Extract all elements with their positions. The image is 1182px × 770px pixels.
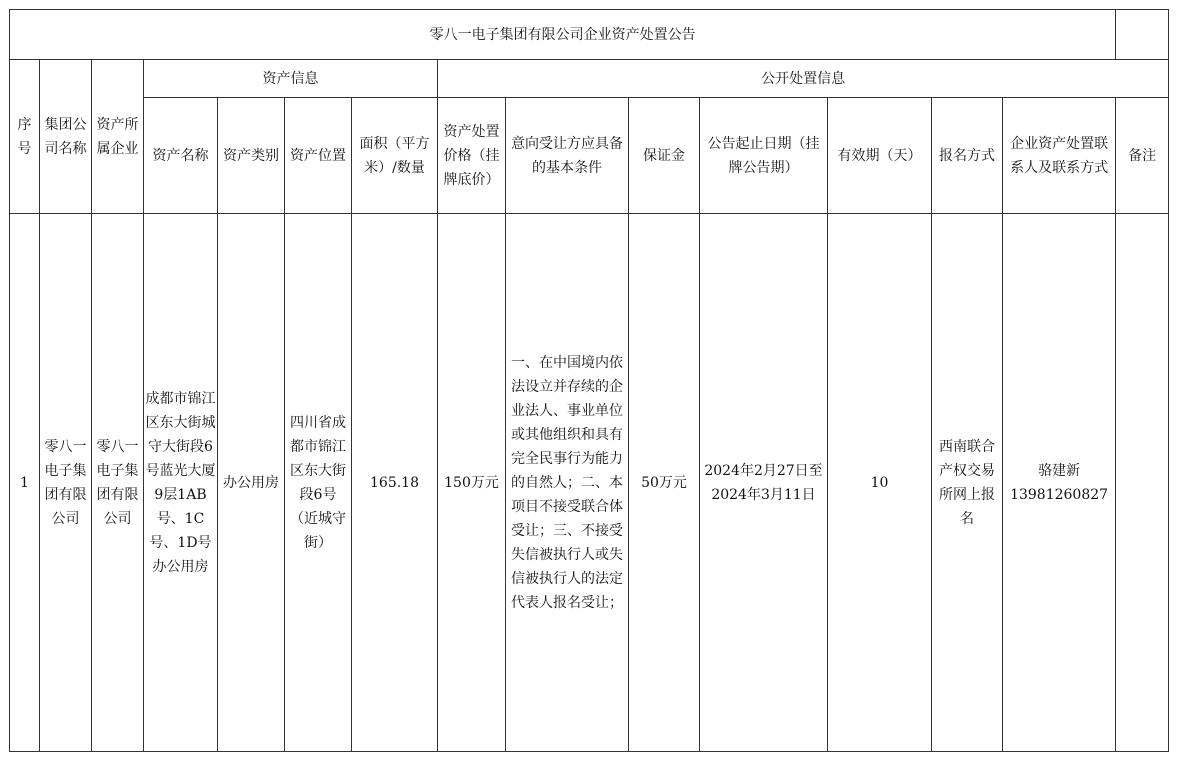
header-conditions: 意向受让方应具备的基本条件 [506, 98, 629, 214]
header-area: 面积（平方米）/数量 [352, 98, 438, 214]
header-group-disposal-info: 公开处置信息 [438, 60, 1169, 98]
header-period: 公告起止日期（挂牌公告期） [700, 98, 828, 214]
cell-asset-name: 成都市锦江区东大街城守大街段6号蓝光大厦9层1AB号、1C号、1D号办公用房 [144, 214, 218, 752]
cell-validity: 10 [828, 214, 932, 752]
contact-name: 骆建新 [1038, 462, 1081, 479]
header-owner: 资产所属企业 [92, 60, 144, 214]
cell-asset-type: 办公用房 [218, 214, 285, 752]
cell-period: 2024年2月27日至2024年3月11日 [700, 214, 828, 752]
header-asset-type: 资产类别 [218, 98, 285, 214]
header-group-asset-info: 资产信息 [144, 60, 438, 98]
header-registration: 报名方式 [932, 98, 1003, 214]
cell-area: 165.18 [352, 214, 438, 752]
cell-group-name: 零八一电子集团有限公司 [40, 214, 92, 752]
title-blank-cell [1116, 10, 1169, 60]
notice-title: 零八一电子集团有限公司企业资产处置公告 [10, 10, 1116, 60]
cell-asset-location: 四川省成都市锦江区东大街段6号（近城守街） [285, 214, 352, 752]
title-row [10, 10, 1169, 60]
cell-contact [1003, 214, 1116, 752]
header-seq: 序号 [10, 60, 40, 214]
cell-owner: 零八一电子集团有限公司 [92, 214, 144, 752]
header-contact: 企业资产处置联系人及联系方式 [1003, 98, 1116, 214]
header-remark: 备注 [1116, 98, 1169, 214]
header-deposit: 保证金 [629, 98, 700, 214]
column-header-row [10, 98, 1169, 214]
cell-price: 150万元 [438, 214, 506, 752]
table-row [10, 214, 1169, 752]
header-validity: 有效期（天） [828, 98, 932, 214]
cell-conditions: 一、在中国境内依法设立并存续的企业法人、事业单位或其他组织和具有完全民事行为能力的自然人；二、本项目不接受联合体受让；三、不接受失信被执行人或失信被执行人的法定代表人报名受让； [506, 214, 629, 752]
header-asset-name: 资产名称 [144, 98, 218, 214]
disposal-notice-table [9, 9, 1169, 752]
header-group-name: 集团公司名称 [40, 60, 92, 214]
contact-phone: 13981260827 [1010, 486, 1109, 503]
cell-seq: 1 [10, 214, 40, 752]
header-price: 资产处置价格（挂牌底价） [438, 98, 506, 214]
cell-deposit: 50万元 [629, 214, 700, 752]
cell-registration: 西南联合产权交易所网上报名 [932, 214, 1003, 752]
group-header-row [10, 60, 1169, 98]
header-asset-location: 资产位置 [285, 98, 352, 214]
cell-remark [1116, 214, 1169, 752]
